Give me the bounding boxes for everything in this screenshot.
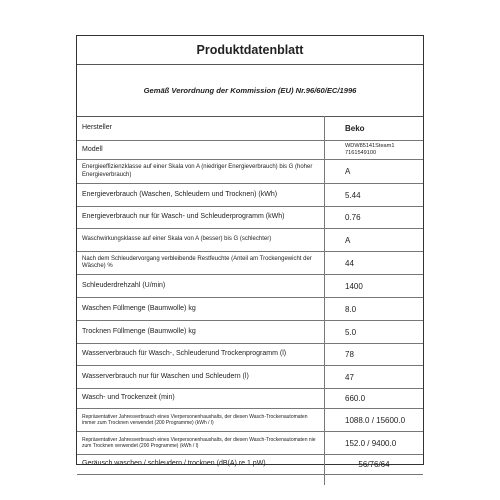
table-row <box>77 475 423 485</box>
row-value: 8.0 <box>345 304 357 314</box>
table-row <box>77 432 423 455</box>
row-label: Trocknen Füllmenge (Baumwolle) kg <box>77 321 325 343</box>
row-value: 152.0 / 9400.0 <box>345 438 397 448</box>
row-value: 0.76 <box>345 213 361 222</box>
table-row <box>77 207 423 229</box>
table-row <box>77 252 423 275</box>
table-row <box>77 116 423 141</box>
table-row <box>77 184 423 207</box>
row-label: Wasserverbrauch nur für Waschen und Schleudern (l) <box>77 366 325 388</box>
table-row <box>77 389 423 409</box>
row-value: 1088.0 / 15600.0 <box>345 415 406 425</box>
table-row <box>77 298 423 321</box>
model-name: WDW85141Steam1 <box>345 143 395 150</box>
row-label: Repräsentativer Jahresverbrauch eines Vierpersonenhaushalts, der diesen Wasch-Trockenautomaten nie zum Trocknen verwendet (200 Programme) (kWh / l) <box>77 432 325 454</box>
row-label: Schleuderdrehzahl (U/min) <box>77 275 325 297</box>
row-label: Wasserverbrauch für Wasch-, Schleuderund Trockenprogramm (l) <box>77 344 325 365</box>
row-label: Waschen Füllmenge (Baumwolle) kg <box>77 298 325 320</box>
row-label: Energieeffizienzklasse auf einer Skala von A (niedriger Energieverbrauch) bis G (hoher Energieverbrauch) <box>77 160 325 183</box>
row-label: Hersteller <box>77 116 325 140</box>
row-value: 47 <box>345 372 354 382</box>
row-value: 5.44 <box>345 190 361 200</box>
row-value: 78 <box>345 350 354 359</box>
row-label: Repräsentativer Jahresverbrauch eines Vierpersonenhaushalts, der diesen Wasch-Trockenautomaten immer zum Trocknen verwendet (200 Programme) (kWh / l) <box>77 409 325 431</box>
row-value: 5.0 <box>345 327 357 337</box>
row-value <box>325 475 423 485</box>
row-label: Wasch- und Trockenzeit (min) <box>77 389 325 408</box>
table-row <box>77 275 423 298</box>
row-label: Nach dem Schleudervorgang verbleibende Restfeuchte (Anteil am Trockengewicht der Wäsche) % <box>77 252 325 274</box>
table-row <box>77 141 423 160</box>
row-value: 660.0 <box>345 394 366 403</box>
row-value <box>325 141 423 159</box>
model-number: 7161549100 <box>345 150 377 156</box>
row-label: Waschwirkungsklasse auf einer Skala von A (besser) bis G (schlechter) <box>77 229 325 251</box>
sheet-subtitle: Gemäß Verordnung der Kommission (EU) Nr.96/60/EC/1996 <box>77 64 423 117</box>
row-label: Energieverbrauch (Waschen, Schleudern und Trocknen) (kWh) <box>77 184 325 206</box>
row-label: Geräusch waschen / schleudern / trocknen (dB(A) re 1 pW) <box>77 455 325 474</box>
row-value: 44 <box>345 258 354 268</box>
table-row <box>77 455 423 475</box>
row-value: 1400 <box>345 281 363 291</box>
row-value: A <box>345 235 351 245</box>
table-row <box>77 409 423 432</box>
row-value: Beko <box>345 123 365 133</box>
sheet-title: Produktdatenblatt <box>77 36 423 65</box>
product-data-sheet <box>76 35 424 469</box>
row-value: 56/76/64 <box>358 460 390 469</box>
row-label: Modell <box>77 141 325 159</box>
table-row <box>77 321 423 344</box>
table-row <box>77 344 423 366</box>
table-row <box>77 366 423 389</box>
row-label <box>77 475 325 485</box>
row-label: Energieverbrauch nur für Wasch- und Schleuderprogramm (kWh) <box>77 207 325 228</box>
row-value: A <box>345 167 351 176</box>
table-row <box>77 160 423 184</box>
table-row <box>77 229 423 252</box>
